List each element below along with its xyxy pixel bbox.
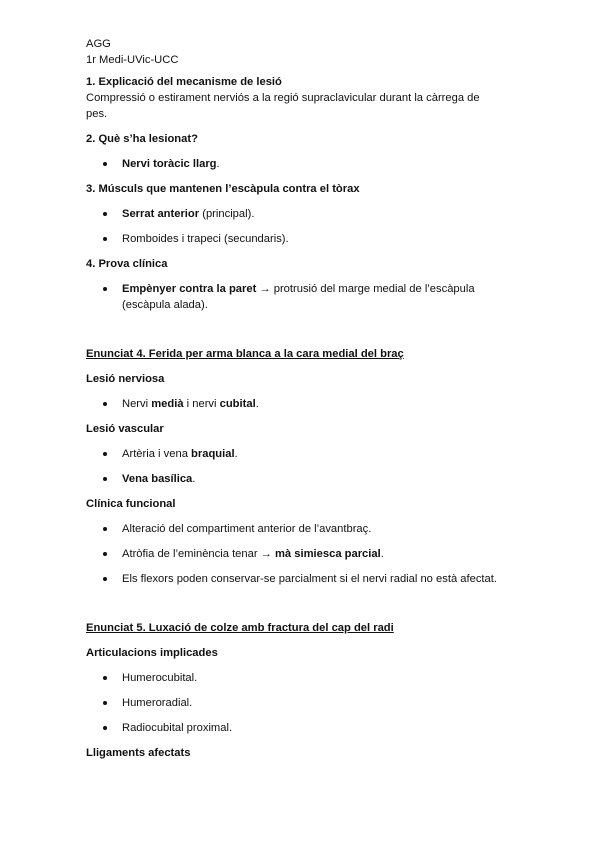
list-item: Humerocubital. [86, 670, 516, 686]
section-4-list [86, 281, 516, 313]
functional-clinic-list [86, 521, 516, 587]
list-item: Artèria i vena braquial. [86, 446, 516, 462]
course-label: 1r Medi-UVic-UCC [86, 54, 179, 66]
list-item: Nervi toràcic llarg. [86, 156, 516, 172]
vascular-injury-heading: Lesió vascular [86, 423, 164, 435]
list-item: Atròfia de l’eminència tenar → mà simiesca parcial. [86, 546, 516, 562]
list-item: Romboides i trapeci (secundaris). [86, 231, 516, 247]
section-3-heading: 3. Músculs que mantenen l’escàpula contra el tòrax [86, 183, 360, 195]
nerve-injury-heading: Lesió nerviosa [86, 373, 165, 385]
functional-clinic-heading: Clínica funcional [86, 498, 176, 510]
list-item: Radiocubital proximal. [86, 720, 516, 736]
list-item: Els flexors poden conservar-se parcialment si el nervi radial no està afectat. [86, 571, 516, 587]
ligaments-heading: Lligaments afectats [86, 747, 191, 759]
section-1-text: Compressió o estirament nerviós a la regió supraclavicular durant la càrrega de pes. [86, 92, 480, 120]
vascular-injury-list [86, 446, 516, 487]
section-1-heading: 1. Explicació del mecanisme de lesió [86, 76, 282, 88]
nerve-injury-list [86, 396, 516, 412]
enunciat-5-title: Enunciat 5. Luxació de colze amb fractura del cap del radi [86, 622, 394, 634]
list-item: Vena basílica. [86, 471, 516, 487]
joints-list [86, 670, 516, 736]
list-item: Alteració del compartiment anterior de l’avantbraç. [86, 521, 516, 537]
author-initials: AGG [86, 38, 111, 50]
list-item: Humeroradial. [86, 695, 516, 711]
section-4-heading: 4. Prova clínica [86, 258, 168, 270]
joints-heading: Articulacions implicades [86, 647, 218, 659]
list-item: Empènyer contra la paret → protrusió del marge medial de l’escàpula (escàpula alada). [86, 281, 516, 313]
document-page [86, 36, 516, 761]
section-3-list [86, 206, 516, 247]
enunciat-4-title: Enunciat 4. Ferida per arma blanca a la cara medial del braç [86, 348, 404, 360]
list-item: Serrat anterior (principal). [86, 206, 516, 222]
section-2-list [86, 156, 516, 172]
section-2-heading: 2. Què s’ha lesionat? [86, 133, 198, 145]
list-item: Nervi medià i nervi cubital. [86, 396, 516, 412]
